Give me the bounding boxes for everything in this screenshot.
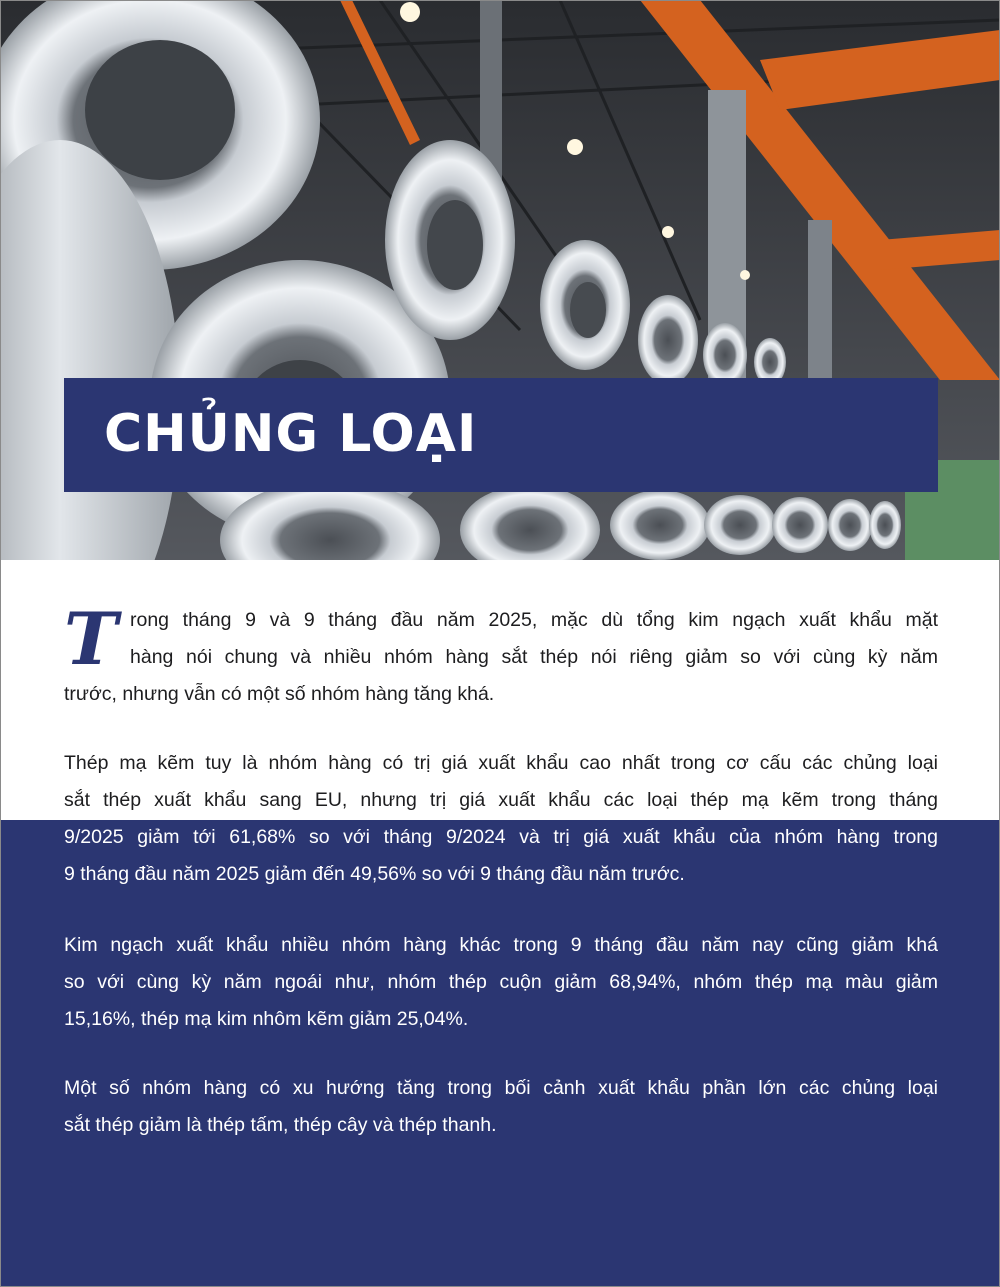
paragraph-line: trước, nhưng vẫn có một số nhóm hàng tăng khá. bbox=[64, 683, 495, 705]
paragraph-line: Thép mạ kẽm tuy là nhóm hàng có trị giá xuất khẩu cao nhất trong cơ cấu các chủng loại bbox=[64, 752, 938, 774]
paragraph-line: 9/2025 giảm tới 61,68% so với tháng 9/2024 và trị giá xuất khẩu của nhóm hàng trong bbox=[64, 826, 938, 848]
paragraph-other-groups bbox=[64, 927, 938, 1038]
paragraph-line: 15,16%, thép mạ kim nhôm kẽm giảm 25,04%. bbox=[64, 1008, 469, 1030]
paragraph-line: 9 tháng đầu năm 2025 giảm đến 49,56% so với 9 tháng đầu năm trước. bbox=[64, 863, 685, 885]
paragraph-line: Kim ngạch xuất khẩu nhiều nhóm hàng khác trong 9 tháng đầu năm nay cũng giảm khá bbox=[64, 934, 938, 956]
page-title: CHỦNG LOẠI bbox=[104, 404, 478, 464]
title-banner bbox=[64, 378, 938, 492]
paragraph-line: sắt thép giảm là thép tấm, thép cây và thép thanh. bbox=[64, 1114, 497, 1136]
paragraph-line: Một số nhóm hàng có xu hướng tăng trong bối cảnh xuất khẩu phần lớn các chủng loại bbox=[64, 1077, 938, 1099]
drop-cap-text: T bbox=[64, 606, 118, 672]
paragraph-line: hàng nói chung và nhiều nhóm hàng sắt thép nói riêng giảm so với cùng kỳ năm bbox=[130, 646, 938, 668]
paragraph-intro bbox=[64, 602, 938, 713]
paragraph-growth-groups bbox=[64, 1070, 938, 1144]
paragraph-line: so với cùng kỳ năm ngoái như, nhóm thép cuộn giảm 68,94%, nhóm thép mạ màu giảm bbox=[64, 971, 938, 993]
paragraph-galvanized-steel bbox=[64, 745, 938, 893]
paragraph-line: rong tháng 9 và 9 tháng đầu năm 2025, mặc dù tổng kim ngạch xuất khẩu mặt bbox=[130, 609, 938, 631]
paragraph-line: sắt thép xuất khẩu sang EU, nhưng trị giá xuất khẩu các loại thép mạ kẽm trong tháng bbox=[64, 789, 938, 811]
